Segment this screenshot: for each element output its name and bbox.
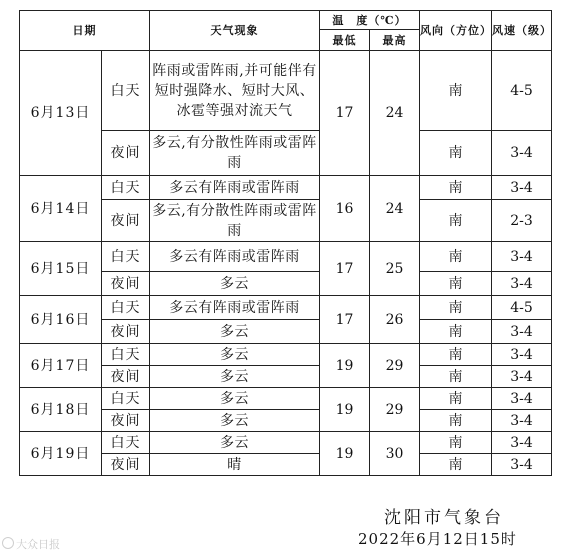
wind-speed-cell: 3-4 (492, 432, 552, 454)
wind-direction-cell: 南 (420, 344, 492, 366)
period-cell: 夜间 (102, 200, 150, 242)
wind-direction-cell: 南 (420, 200, 492, 242)
date-cell: 6月16日 (20, 296, 102, 344)
wind-direction-cell: 南 (420, 51, 492, 131)
date-cell: 6月19日 (20, 432, 102, 476)
wind-speed-cell: 3-4 (492, 410, 552, 432)
header-temperature: 温 度（℃） (320, 11, 420, 30)
weather-cell: 多云 (150, 410, 320, 432)
wind-direction-cell: 南 (420, 366, 492, 388)
wind-direction-cell: 南 (420, 272, 492, 296)
date-cell: 6月18日 (20, 388, 102, 432)
temp-low-cell: 17 (320, 296, 370, 344)
temp-high-cell: 24 (370, 51, 420, 176)
weather-cell: 多云有阵雨或雷阵雨 (150, 242, 320, 272)
period-cell: 白天 (102, 51, 150, 131)
header-temp-low: 最低 (320, 30, 370, 51)
period-cell: 白天 (102, 176, 150, 200)
date-cell: 6月17日 (20, 344, 102, 388)
weather-cell: 多云 (150, 344, 320, 366)
temp-low-cell: 19 (320, 432, 370, 476)
wind-speed-cell: 4-5 (492, 51, 552, 131)
forecast-row (20, 388, 552, 410)
temp-high-cell: 29 (370, 344, 420, 388)
wind-direction-cell: 南 (420, 296, 492, 320)
temp-high-cell: 24 (370, 176, 420, 242)
period-cell: 白天 (102, 344, 150, 366)
wind-speed-cell: 3-4 (492, 320, 552, 344)
period-cell: 夜间 (102, 320, 150, 344)
wind-direction-cell: 南 (420, 432, 492, 454)
period-cell: 夜间 (102, 131, 150, 176)
wind-speed-cell: 3-4 (492, 366, 552, 388)
period-cell: 白天 (102, 296, 150, 320)
header-weather: 天气现象 (150, 11, 320, 51)
forecast-row (20, 176, 552, 200)
wind-direction-cell: 南 (420, 131, 492, 176)
header-wind-speed: 风速（级） (492, 11, 552, 51)
temp-low-cell: 16 (320, 176, 370, 242)
weather-cell: 多云有阵雨或雷阵雨 (150, 296, 320, 320)
temp-low-cell: 17 (320, 51, 370, 176)
wind-speed-cell: 3-4 (492, 454, 552, 476)
header-wind-direction: 风向（方位） (420, 11, 492, 51)
wind-speed-cell: 3-4 (492, 131, 552, 176)
forecast-row (20, 296, 552, 320)
wind-speed-cell: 2-3 (492, 200, 552, 242)
period-cell: 白天 (102, 432, 150, 454)
wind-direction-cell: 南 (420, 176, 492, 200)
temp-high-cell: 29 (370, 388, 420, 432)
watermark-text: 大众日报 (16, 538, 60, 551)
wind-direction-cell: 南 (420, 388, 492, 410)
wind-direction-cell: 南 (420, 410, 492, 432)
forecast-table (19, 10, 552, 476)
forecast-rows (20, 51, 552, 476)
wind-direction-cell: 南 (420, 320, 492, 344)
weather-cell: 多云,有分散性阵雨或雷阵雨 (150, 200, 320, 242)
wind-speed-cell: 4-5 (492, 296, 552, 320)
temp-high-cell: 25 (370, 242, 420, 296)
date-cell: 6月14日 (20, 176, 102, 242)
forecast-row (20, 344, 552, 366)
weather-cell: 阵雨或雷阵雨,并可能伴有短时强降水、短时大风、冰雹等强对流天气 (150, 51, 320, 131)
weather-cell: 多云 (150, 432, 320, 454)
wind-speed-cell: 3-4 (492, 242, 552, 272)
wind-speed-cell: 3-4 (492, 344, 552, 366)
wind-direction-cell: 南 (420, 242, 492, 272)
temp-high-cell: 30 (370, 432, 420, 476)
period-cell: 夜间 (102, 366, 150, 388)
weather-cell: 多云 (150, 366, 320, 388)
weather-cell: 晴 (150, 454, 320, 476)
weather-cell: 多云 (150, 320, 320, 344)
temp-high-cell: 26 (370, 296, 420, 344)
weather-cell: 多云,有分散性阵雨或雷阵雨 (150, 131, 320, 176)
date-cell: 6月13日 (20, 51, 102, 176)
forecast-row (20, 242, 552, 272)
wind-speed-cell: 3-4 (492, 176, 552, 200)
weather-cell: 多云有阵雨或雷阵雨 (150, 176, 320, 200)
wind-direction-cell: 南 (420, 454, 492, 476)
temp-low-cell: 19 (320, 388, 370, 432)
wind-speed-cell: 3-4 (492, 272, 552, 296)
header-temp-high: 最高 (370, 30, 420, 51)
forecast-row (20, 51, 552, 131)
watermark-logo-icon (2, 537, 14, 549)
header-date: 日期 (20, 11, 150, 51)
issue-time: 2022年6月12日15时 (358, 530, 517, 548)
temp-low-cell: 17 (320, 242, 370, 296)
date-cell: 6月15日 (20, 242, 102, 296)
period-cell: 夜间 (102, 410, 150, 432)
period-cell: 白天 (102, 242, 150, 272)
period-cell: 夜间 (102, 454, 150, 476)
period-cell: 白天 (102, 388, 150, 410)
forecast-row (20, 432, 552, 454)
weather-cell: 多云 (150, 388, 320, 410)
watermark (2, 536, 60, 552)
weather-cell: 多云 (150, 272, 320, 296)
period-cell: 夜间 (102, 272, 150, 296)
issuer-name: 沈阳市气象台 (384, 508, 504, 528)
wind-speed-cell: 3-4 (492, 388, 552, 410)
temp-low-cell: 19 (320, 344, 370, 388)
